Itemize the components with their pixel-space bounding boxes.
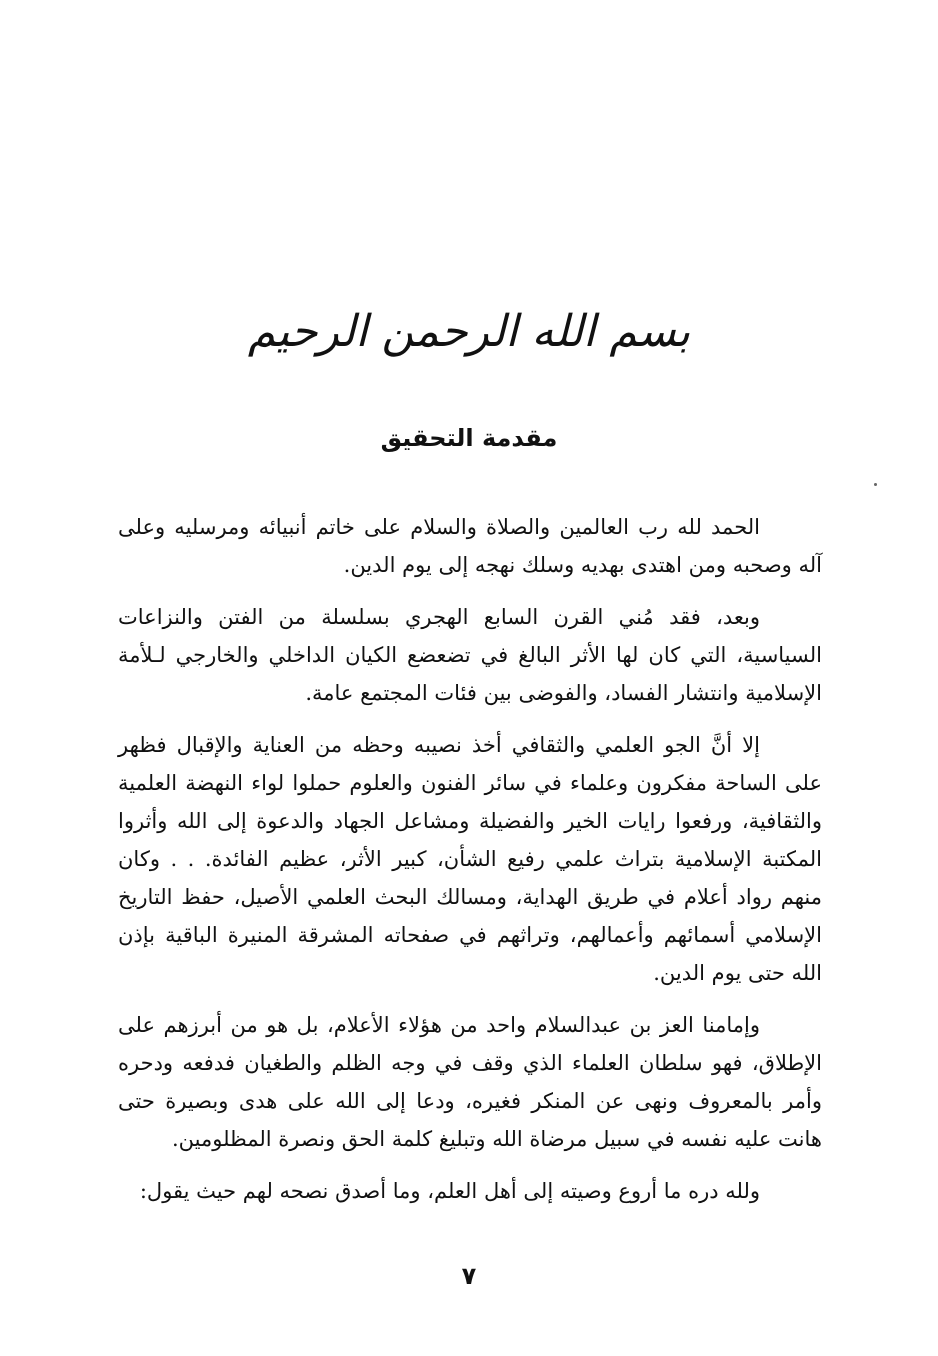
section-title: مقدمة التحقيق (380, 424, 558, 452)
paragraph-5: ولله دره ما أروع وصيته إلى أهل العلم، وما أصدق نصحه لهم حيث يقول: (139, 1179, 760, 1203)
paragraph-4: وإمامنا العز بن عبدالسلام واحد من هؤلاء الأعلام، بل هو من أبرزهم على الإطلاق، فهو سلطان العلماء الذي وقف في وجه الظلم والطغيان فدفعه ودحره وأمر بالمعروف ونهى عن المنكر فغيره، ودعا إلى الله على هدى وبصيرة حتى هانت عليه نفسه في سبيل مرضاة الله وتبليغ كلمة الحق ونصرة المظلومين. (118, 1013, 822, 1151)
paragraph-2: وبعد، فقد مُني القرن السابع الهجري بسلسلة من الفتن والنزاعات السياسية، التي كان لها الأثر البالغ في تضعضع الكيان الداخلي والخارجي لـلأمة الإسلامية وانتشار الفساد، والفوضى بين فئات المجتمع عامة. (118, 605, 822, 705)
paragraph-3: إلا أنَّ الجو العلمي والثقافي أخذ نصيبه وحظه من العناية والإقبال فظهر على الساحة مفكرون وعلماء في سائر الفنون والعلوم حملوا لواء النهضة العلمية والثقافية، ورفعوا رايات الخير والفضيلة ومشاعل الجهاد والدعوة إلى الله وأثروا المكتبة الإسلامية بتراث علمي رفيع الشأن، كبير الأثر، عظيم الفائدة. . . وكان منهم رواد أعلام في طريق الهداية، ومسالك البحث العلمي الأصيل، حفظ التاريخ الإسلامي أسمائهم وأعمالهم، وتراثهم في صفحاته المشرقة المنيرة الباقية بإذن الله حتى يوم الدين. (118, 733, 822, 985)
page-number: ٧ (461, 1262, 477, 1290)
paragraph-1: الحمد لله رب العالمين والصلاة والسلام على خاتم أنبيائه ومرسليه وعلى آله وصحبه ومن اهتدى بهديه وسلك نهجه إلى يوم الدين. (118, 515, 822, 577)
body-text (118, 508, 822, 1210)
basmala-calligraphy: بسم الله الرحمن الرحيم (247, 306, 691, 357)
scan-speck (874, 483, 877, 486)
